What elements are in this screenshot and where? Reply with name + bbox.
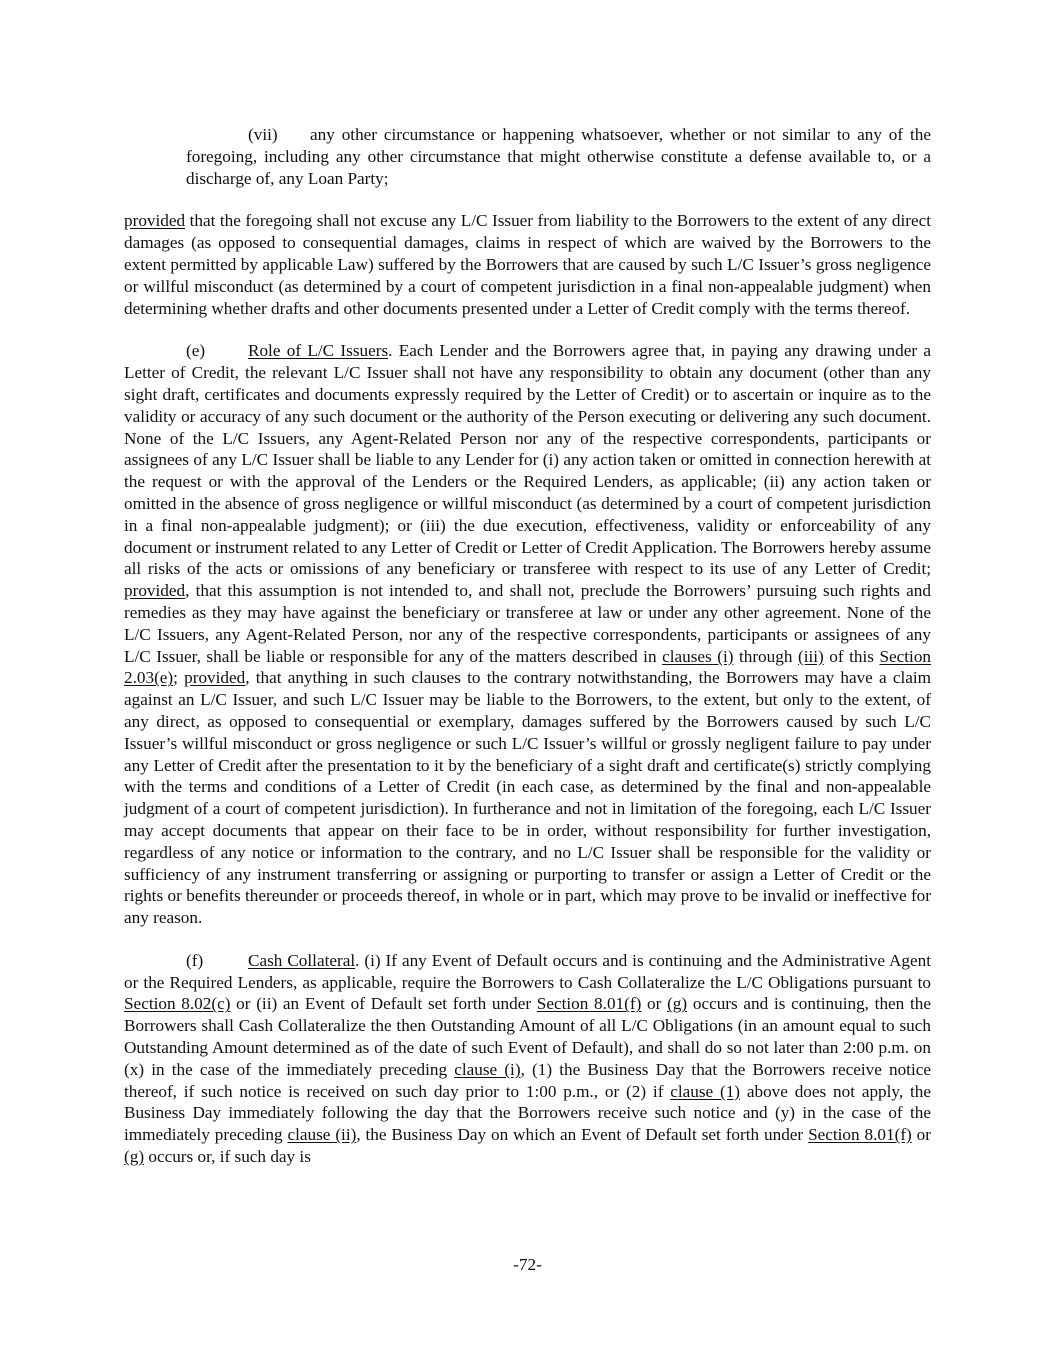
document-page	[124, 124, 931, 1168]
text-run: or	[641, 994, 668, 1014]
cross-reference: clause (1)	[670, 1081, 741, 1101]
text-run: , that anything in such clauses to the contrary notwithstanding, the Borrowers may have a claim against an L/C Issuer, and such L/C Issuer may be liable to the Borrowers, to the extent, but only to the extent, of any direct, as opposed to consequential or exemplary, damages suffered by the Borrowers caused by such L/C Issuer’s willful misconduct or gross negligence or such L/C Issuer’s willful or grossly negligent failure to pay under any Letter of Credit after the presentation to it by the beneficiary of a sight draft and certificate(s) strictly complying with the terms and conditions of a Letter of Credit (in each case, as determined by the final and non-appealable judgment of a court of competent jurisdiction). In furtherance and not in limitation of the foregoing, each L/C Issuer may accept documents that appear on their face to be in order, without responsibility for further investigation, regardless of any notice or information to the contrary, and no L/C Issuer shall be responsible for the validity or sufficiency of any instrument transferring or assigning or purporting to transfer or assign a Letter of Credit or the rights or benefits thereunder or proceeds thereof, in whole or in part, which may prove to be invalid or ineffective for any reason.	[124, 668, 931, 928]
cross-reference: (g)	[124, 1147, 145, 1167]
proviso-paragraph	[124, 210, 931, 319]
paragraph-text: that the foregoing shall not excuse any L/C Issuer from liability to the Borrowers to the extent of any direct damages (as opposed to consequential damages, claims in respect of which are waived by the Borrowers to the extent permitted by applicable Law) suffered by the Borrowers that are caused by such L/C Issuer’s gross negligence or willful misconduct (as determined by a court of competent jurisdiction in a final non-appealable judgment) when determining whether drafts and other documents presented under a Letter of Credit comply with the terms thereof.	[124, 211, 931, 318]
text-run: or (ii) an Event of Default set forth under	[230, 994, 537, 1014]
cross-reference: Section 8.01(f)	[536, 994, 642, 1014]
text-run: ;	[173, 668, 185, 688]
text-run: . Each Lender and the Borrowers agree that, in paying any drawing under a Letter of Credit, the relevant L/C Issuer shall not have any responsibility to obtain any document (other than any sight draft, certificates and documents expressly required by the Letter of Credit) or to ascertain or inquire as to the validity or accuracy of any such document or the authority of the Person executing or delivering any such document. None of the L/C Issuers, any Agent-Related Person nor any of the respective correspondents, participants or assignees of any L/C Issuer shall be liable to any Lender for (i) any action taken or omitted in connection herewith at the request or with the approval of the Lenders or the Required Lenders, as applicable; (ii) any action taken or omitted in the absence of gross negligence or willful misconduct (as determined by a court of competent jurisdiction in a final non-appealable judgment); or (iii) the due execution, effectiveness, validity or enforceability of any document or instrument related to any Letter of Credit or Letter of Credit Application. The Borrowers hereby assume all risks of the acts or omissions of any beneficiary or transferee with respect to its use of any Letter of Credit;	[124, 341, 931, 579]
text-run: occurs or, if such day is	[144, 1147, 311, 1167]
cross-reference: Section 8.01(f)	[808, 1125, 912, 1145]
section-e-paragraph	[124, 340, 931, 929]
text-run: occurs and is continuing, then the Borrowers shall Cash Collateralize the then Outstanding Amount of all L/C Obligations (in an amount equal to such Outstanding Amount determined as of the date of such Event of Default), and shall do so not later than 2:00 p.m. on (x) in the case of the immediately preceding	[124, 994, 931, 1079]
cross-reference: clause (ii)	[287, 1125, 357, 1145]
cross-reference: (g)	[667, 994, 688, 1014]
clause-vii	[186, 124, 931, 189]
text-run: through	[733, 646, 798, 666]
section-number: (e)	[186, 341, 206, 361]
text-run: above does not apply, the Business Day immediately following the day that the Borrowers receive such notice and (y) in the case of the immediately preceding	[124, 1081, 931, 1145]
text-run: , (1) the Business Day that the Borrowers receive notice thereof, if such notice is received on such day prior to 1:00 p.m., or (2) if	[124, 1059, 931, 1101]
cross-reference: Section 8.02(c)	[124, 994, 231, 1014]
section-heading: Role of L/C Issuers	[248, 341, 389, 361]
cross-reference: Section 2.03(e)	[124, 646, 932, 688]
text-run: , the Business Day on which an Event of Default set forth under	[356, 1125, 809, 1145]
section-f-paragraph	[124, 950, 931, 1168]
clause-text: any other circumstance or happening whatsoever, whether or not similar to any of the foregoing, including any other circumstance that might otherwise constitute a defense available to, or a discharge of, any Loan Party;	[186, 125, 931, 188]
underlined-term: provided	[124, 211, 186, 231]
section-number: (f)	[186, 950, 204, 970]
section-heading: Cash Collateral	[248, 950, 356, 970]
page-number: -72-	[513, 1255, 542, 1274]
text-run: . (i) If any Event of Default occurs and is continuing and the Administrative Agent or the Required Lenders, as applicable, require the Borrowers to Cash Collateralize the L/C Obligations pursuant to	[124, 950, 931, 992]
cross-reference: (iii)	[797, 646, 824, 666]
underlined-term: provided	[184, 668, 246, 688]
text-run: or	[911, 1125, 931, 1145]
text-run: of this	[823, 646, 880, 666]
cross-reference: clause (i)	[454, 1059, 521, 1079]
cross-reference: clauses (i)	[662, 646, 734, 666]
clause-number: (vii)	[248, 125, 278, 144]
underlined-term: provided	[124, 581, 186, 601]
text-run: , that this assumption is not intended to, and shall not, preclude the Borrowers’ pursuing such rights and remedies as they may have against the beneficiary or transferee at law or under any other agreement. None of the L/C Issuers, any Agent-Related Person, nor any of the respective correspondents, participants or assignees of any L/C Issuer, shall be liable or responsible for any of the matters described in	[124, 581, 931, 666]
